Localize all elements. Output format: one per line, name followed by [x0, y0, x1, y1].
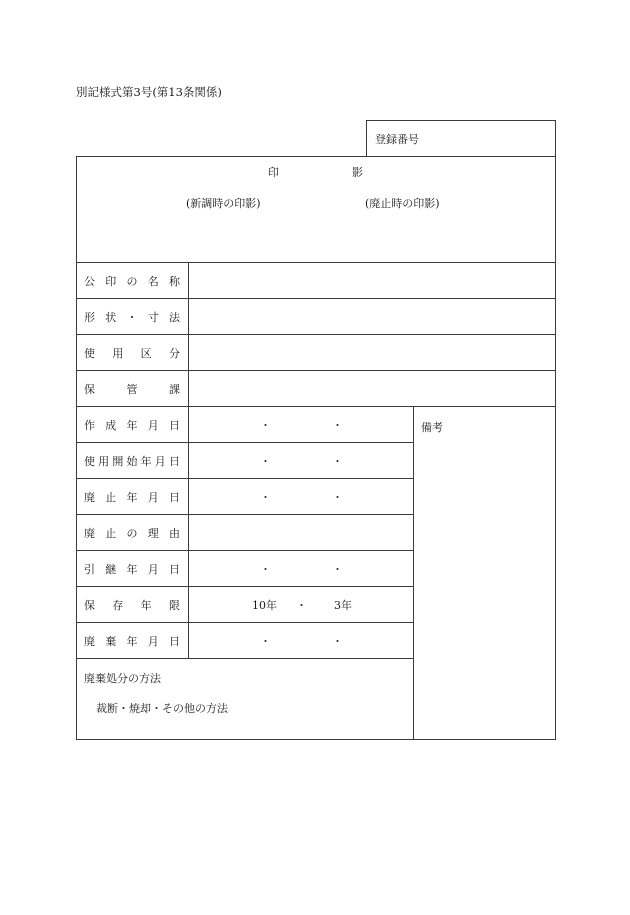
- usage-start-date-label: 使 用 開 始 年 月 日: [84, 455, 180, 468]
- usage-start-date-dot-1: ・: [260, 455, 271, 468]
- abolished-date-field[interactable]: [190, 480, 412, 512]
- new-impression-area[interactable]: [80, 212, 310, 258]
- disposal-method-value: 裁断・焼却・その他の方法: [96, 702, 228, 715]
- disposal-date-dot-1: ・: [260, 635, 271, 648]
- abolish-reason-field[interactable]: [190, 516, 412, 548]
- retention-period-label: 保 存 年 限: [84, 599, 180, 612]
- created-date-dot-1: ・: [260, 419, 271, 432]
- abolished-date-label: 廃 止 年 月 日: [84, 491, 180, 504]
- shape-size-label: 形 状 ・ 寸 法: [84, 311, 180, 324]
- registration-number-box[interactable]: [366, 120, 556, 157]
- abolish-reason-label: 廃 止 の 理 由: [84, 527, 180, 540]
- shape-size-field[interactable]: [190, 300, 554, 332]
- registration-number-label: 登録番号: [375, 133, 419, 146]
- abolished-date-dot-1: ・: [260, 491, 271, 504]
- retention-period-field[interactable]: [190, 588, 412, 620]
- abolished-impression-area[interactable]: [320, 212, 552, 258]
- transfer-date-dot-1: ・: [260, 563, 271, 576]
- transfer-date-field[interactable]: [190, 552, 412, 584]
- retention-option-10-years[interactable]: 10年: [252, 599, 277, 612]
- usage-category-label: 使 用 区 分: [84, 347, 180, 360]
- impression-heading: [268, 164, 363, 180]
- abolished-impression-label: (廃止時の印影): [365, 197, 440, 210]
- remarks-label: 備考: [421, 421, 443, 434]
- created-date-label: 作 成 年 月 日: [84, 419, 180, 432]
- created-date-field[interactable]: [190, 408, 412, 440]
- usage-category-field[interactable]: [190, 336, 554, 368]
- form-title: 別記様式第3号(第13条関係): [76, 85, 222, 99]
- impression-heading-char-2: 影: [352, 166, 363, 179]
- disposal-method-label: 廃棄処分の方法: [84, 672, 161, 685]
- seal-name-field[interactable]: [190, 264, 554, 296]
- usage-start-date-field[interactable]: [190, 444, 412, 476]
- remarks-field[interactable]: [415, 436, 554, 738]
- disposal-date-field[interactable]: [190, 624, 412, 656]
- seal-name-label: 公 印 の 名 称: [84, 275, 180, 288]
- transfer-date-label: 引 継 年 月 日: [84, 563, 180, 576]
- new-impression-label: (新調時の印影): [186, 197, 261, 210]
- usage-start-date-dot-2: ・: [332, 455, 343, 468]
- impression-heading-char-1: 印: [268, 166, 279, 179]
- custodian-section-label: 保 管 課: [84, 383, 180, 396]
- custodian-section-field[interactable]: [190, 372, 554, 404]
- retention-option-3-years[interactable]: 3年: [334, 599, 352, 612]
- abolished-date-dot-2: ・: [332, 491, 343, 504]
- disposal-date-label: 廃 棄 年 月 日: [84, 635, 180, 648]
- created-date-dot-2: ・: [332, 419, 343, 432]
- transfer-date-dot-2: ・: [332, 563, 343, 576]
- retention-separator: ・: [296, 599, 307, 612]
- disposal-date-dot-2: ・: [332, 635, 343, 648]
